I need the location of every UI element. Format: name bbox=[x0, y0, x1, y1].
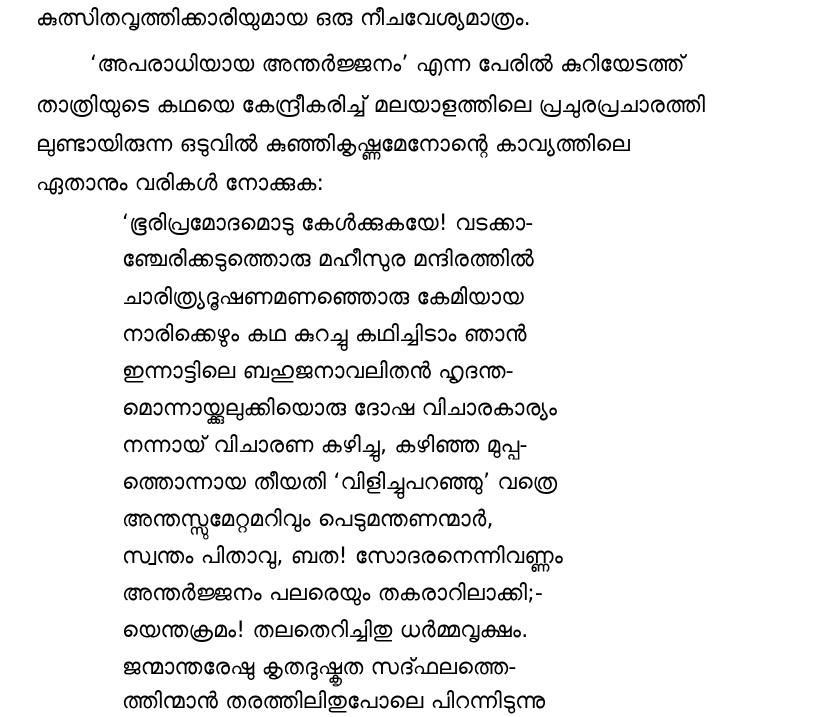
verse-line-2: ഞ്ചേരിക്കടുത്തൊരു മഹീസുര മന്ദിരത്തിൽ bbox=[122, 247, 534, 272]
paragraph-1-line-1: കുത്സിതവൃത്തിക്കാരിയുമായ ഒരു നീചവേശ്യമാത്രം. bbox=[36, 6, 531, 31]
paragraph-2-line-2: താത്രിയുടെ കഥയെ കേന്ദ്രീകരിച്ച് മലയാളത്തിലെ പ്രചുരപ്രചാരത്തി bbox=[36, 93, 706, 118]
verse-line-1: ‘ഭൂരിപ്രമോദമൊടു കേൾക്കുകയേ! വടക്കാ- bbox=[122, 211, 534, 236]
paragraph-2-line-1: ‘അപരാധിയായ അന്തർജ്ജനം’ എന്ന പേരിൽ കുറിയേടത്ത് bbox=[90, 52, 685, 77]
verse-line-10: സ്വന്തം പിതാവു, ബത! സോദരനെന്നിവണ്ണം bbox=[122, 544, 564, 569]
verse-line-11: അന്തർജ്ജനം പലരെയും തകരാറിലാക്കി;- bbox=[122, 581, 543, 606]
paragraph-2-line-3: ലുണ്ടായിരുന്ന ഒടുവിൽ കുഞ്ഞികൃഷ്ണമേനോന്റെ കാവ്യത്തിലെ bbox=[36, 132, 631, 157]
verse-line-9: അന്തസ്സുമേറ്റമറിവും പെടുമന്തണന്മാർ, bbox=[122, 507, 494, 532]
verse-line-14: ത്തിന്മാൻ തരത്തിലിതുപോലെ പിറന്നിടുന്നു bbox=[122, 689, 546, 714]
paragraph-2-line-4: ഏതാനും വരികൾ നോക്കുക: bbox=[36, 171, 325, 196]
verse-line-8: ത്തൊന്നായ തീയതി ‘വിളിച്ചുപറഞ്ഞു’ വത്രെ bbox=[122, 470, 558, 495]
verse-line-12: യെന്തക്രമം! തലതെറിച്ചിതു ധർമ്മവൃക്ഷം. bbox=[122, 618, 529, 643]
verse-line-5: ഇന്നാട്ടിലെ ബഹുജനാവലിതൻ ഹൃദന്ത- bbox=[122, 359, 514, 384]
verse-line-7: നന്നായ് വിചാരണ കഴിച്ചു, കഴിഞ്ഞ മുപ്പ- bbox=[122, 433, 528, 458]
verse-line-13: ജന്മാന്തരേഷു കൃതദുഷ്കൃത സദ്ഫലത്തെ- bbox=[122, 655, 517, 680]
verse-line-3: ചാരിത്ര്യദൂഷണമണഞ്ഞൊരു കേമിയായ bbox=[122, 285, 524, 310]
verse-line-4: നാരിക്കെഴും കഥ കുറച്ചു കഥിച്ചിടാം ഞാൻ bbox=[122, 322, 527, 347]
verse-line-6: മൊന്നായ്ക്കുലുക്കിയൊരു ദോഷ വിചാരകാര്യം bbox=[122, 396, 558, 421]
